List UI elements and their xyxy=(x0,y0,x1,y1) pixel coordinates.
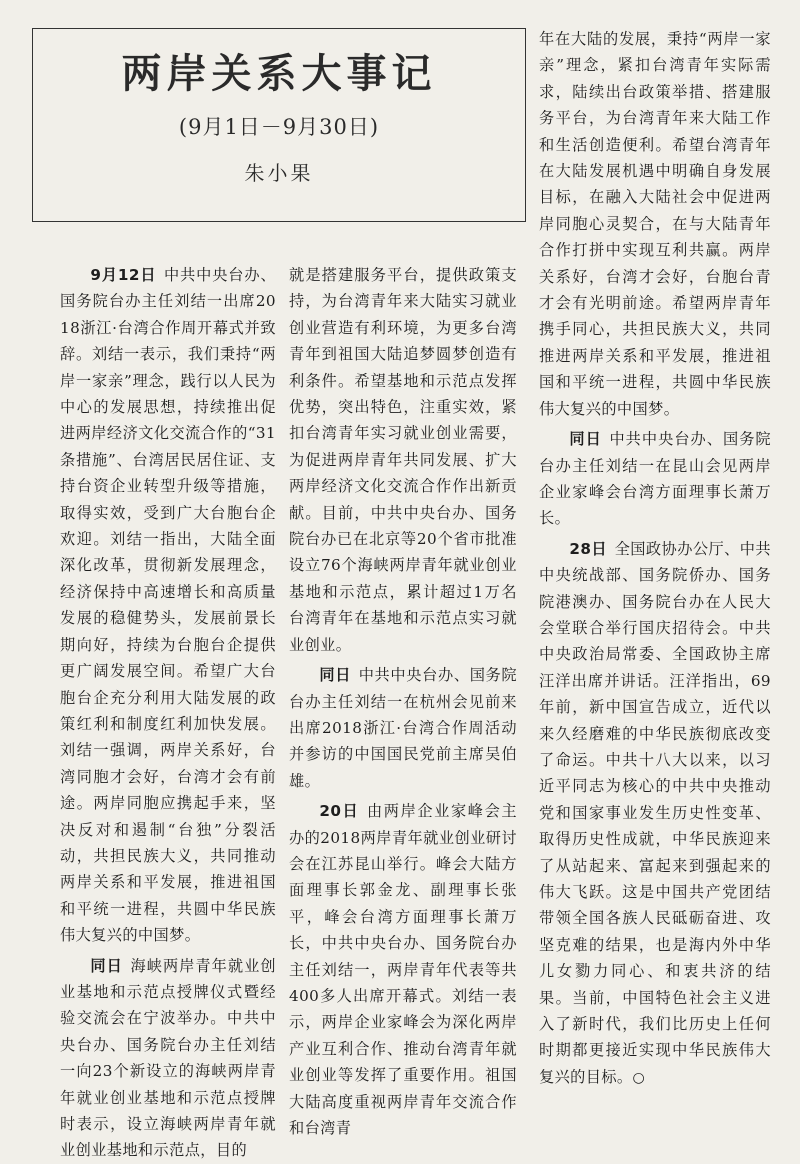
event-text: 中共中央台办、国务院台办主任刘结一出席2018浙江·台湾合作周开幕式并致辞。刘结一表示，我们秉持“两岸一家亲”理念，践行以人民为中心的发展思想，持续推出促进两岸经济文化交流合作的“31条措施”、台湾居民居住证、支持台资企业转型升级等措施，取得实效，受到广大台胞台企欢迎。刘结一指出，大陆全面深化改革，贯彻新发展理念，经济保持中高速增长和高质量发展的稳健势头，发展前景长期向好，持续为台胞台企提供更广阔发展空间。希望广大台胞台企充分利用大陆发展的政策红利和制度红利加快发展。刘结一强调，两岸关系好，台湾同胞才会好，台湾才会有前途。两岸同胞应携起手来，坚决反对和遏制“台独”分裂活动，共担民族大义，共同推动两岸关系和平发展，推进祖国和平统一进程，共圆中华民族伟大复兴的中国梦。 xyxy=(60,266,276,945)
author-name: 朱小果 xyxy=(244,161,314,185)
event-date: 同日 xyxy=(569,430,602,449)
text-column-1 xyxy=(60,262,276,1160)
event-date: 同日 xyxy=(90,956,123,975)
event-continuation: 年在大陆的发展，秉持“两岸一家亲”理念，紧扣台湾青年实际需求，陆续出台政策举措、搭建服务平台，为台湾青年来大陆工作和生活创造便利。希望台湾青年在大陆发展机遇中明确自身发展目标，在融入大陆社会中促进两岸同胞心灵契合，在与大陆青年合作打拼中实现互利共赢。两岸关系好，台湾才会好，台胞台青才会有光明前途。希望两岸青年携手同心，共担民族大义，共同推进两岸关系和平发展，推进祖国和平统一进程，共圆中华民族伟大复兴的中国梦。 xyxy=(539,30,771,418)
event-text: 中共中央台办、国务院台办主任刘结一在昆山会见两岸企业家峰会台湾方面理事长萧万长。 xyxy=(539,430,772,528)
page-title: 两岸关系大事记 xyxy=(121,51,437,97)
end-mark-icon: ○ xyxy=(632,1069,646,1086)
event-entry xyxy=(60,953,276,1164)
event-entry xyxy=(539,536,771,1092)
event-text: 海峡两岸青年就业创业基地和示范点授牌仪式暨经验交流会在宁波举办。中共中央台办、国务院台办主任刘结一向23个新设立的海峡两岸青年就业创业基地和示范点授牌时表示，设立海峡两岸青年就业创业基地和示范点，目的 xyxy=(60,956,276,1160)
text-column-3 xyxy=(539,26,772,1086)
event-date: 28日 xyxy=(569,539,608,558)
event-entry xyxy=(539,426,771,532)
date-range: (9月1日－9月30日) xyxy=(178,115,380,139)
event-entry xyxy=(60,262,276,949)
text-column-2 xyxy=(289,262,517,1137)
event-entry xyxy=(289,798,517,1141)
event-continuation: 就是搭建服务平台，提供政策支持，为台湾青年来大陆实习就业创业营造有利环境，为更多台湾青年到祖国大陆追梦圆梦创造有利条件。希望基地和示范点发挥优势，突出特色，注重实效，紧扣台湾青年实习就业创业需要，为促进两岸青年共同发展、扩大两岸经济文化交流合作作出新贡献。目前，中共中央台办、国务院台办已在北京等20个省市批准设立76个海峡两岸青年就业创业基地和示范点，累计超过1万名台湾青年在基地和示范点实习就业创业。 xyxy=(289,266,517,654)
event-entry xyxy=(289,662,517,794)
event-text: 由两岸企业家峰会主办的2018两岸青年就业创业研讨会在江苏昆山举行。峰会大陆方面理事长郭金龙、副理事长张平，峰会台湾方面理事长萧万长，中共中央台办、国务院台办主任刘结一，两岸青年代表等共400多人出席开幕式。刘结一表示，两岸企业家峰会为深化两岸产业互利合作、推动台湾青年就业创业等发挥了重要作用。祖国大陆高度重视两岸青年交流合作和台湾青 xyxy=(289,802,517,1137)
event-text: 中共中央台办、国务院台办主任刘结一在杭州会见前来出席2018浙江·台湾合作周活动并参访的中国国民党前主席吴伯雄。 xyxy=(289,666,517,790)
event-text: 全国政协办公厅、中共中央统战部、国务院侨办、国务院港澳办、国务院台办在人民大会堂联合举行国庆招待会。中共中央政治局常委、全国政协主席汪洋出席并讲话。汪洋指出，69年前，新中国宣告成立，近代以来久经磨难的中华民族彻底改变了命运。中共十八大以来，以习近平同志为核心的中共中央推动党和国家事业发生历史性变革、取得历史性成就，中华民族迎来了从站起来、富起来到强起来的伟大飞跃。这是中国共产党团结带领全国各族人民砥砺奋进、攻坚克难的结果，也是海内外中华儿女勠力同心、和衷共济的结果。当前，中国特色社会主义进入了新时代，我们比历史上任何时期都更接近实现中华民族伟大复兴的目标。 xyxy=(539,539,771,1086)
event-date: 9月12日 xyxy=(90,266,157,284)
event-date: 20日 xyxy=(319,802,360,821)
event-date: 同日 xyxy=(319,666,352,685)
title-box xyxy=(32,28,526,222)
